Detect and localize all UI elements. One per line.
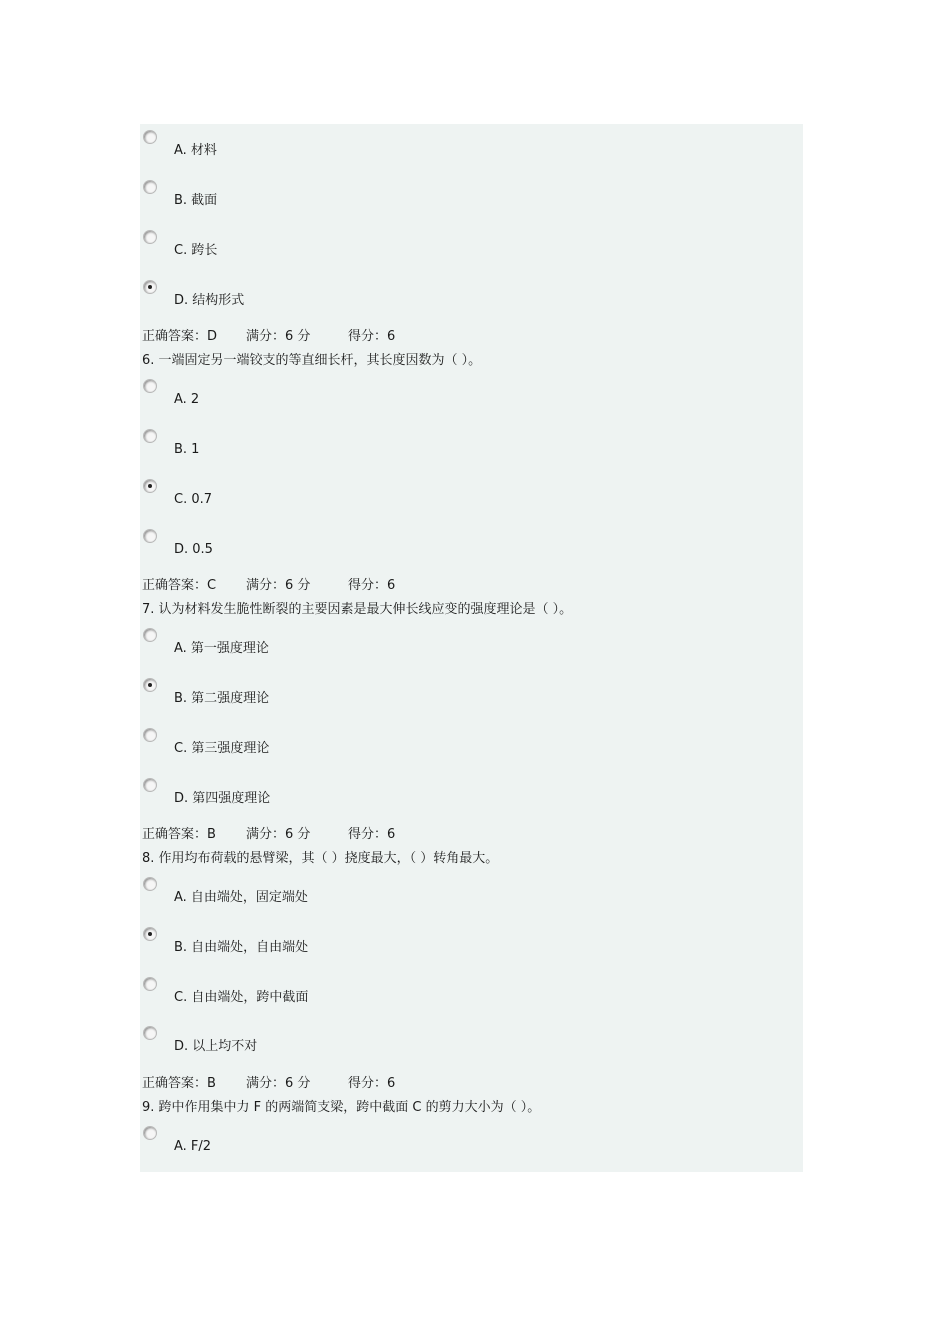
option-q5-a[interactable] <box>140 130 540 160</box>
result-line-q5 <box>142 329 395 345</box>
option-q5-c[interactable] <box>140 230 540 260</box>
question-stem-6: 6. 一端固定另一端铰支的等直细长杆，其长度因数为（ ）。 <box>142 353 482 368</box>
question-stem-7: 7. 认为材料发生脆性断裂的主要因素是最大伸长线应变的强度理论是（ ）。 <box>142 602 573 617</box>
radio-button[interactable] <box>143 529 157 543</box>
option-q5-b[interactable] <box>140 180 540 210</box>
correct-answer: 正确答案：C <box>142 578 217 593</box>
radio-button[interactable] <box>143 1026 157 1040</box>
radio-button[interactable] <box>143 877 157 891</box>
result-line-q6 <box>142 578 395 594</box>
radio-button[interactable] <box>143 728 157 742</box>
option-label: B. 1 <box>174 442 200 457</box>
correct-answer: 正确答案：D <box>142 329 218 344</box>
option-q7-d[interactable] <box>140 778 540 808</box>
option-label: C. 0.7 <box>174 492 213 507</box>
correct-answer: 正确答案：B <box>142 827 216 842</box>
option-q8-b[interactable] <box>140 927 540 957</box>
result-line-q7 <box>142 827 395 843</box>
option-label: A. 2 <box>174 392 200 407</box>
option-q7-a[interactable] <box>140 628 540 658</box>
full-score: 满分：6 分 <box>246 1076 311 1091</box>
option-label: D. 0.5 <box>174 542 213 557</box>
radio-button[interactable] <box>143 977 157 991</box>
option-q7-b[interactable] <box>140 678 540 708</box>
correct-answer: 正确答案：B <box>142 1076 216 1091</box>
option-label: C. 第三强度理论 <box>174 741 270 756</box>
option-label: A. 自由端处，固定端处 <box>174 890 308 905</box>
full-score: 满分：6 分 <box>246 578 311 593</box>
score: 得分：6 <box>348 1076 396 1091</box>
option-label: B. 截面 <box>174 193 218 208</box>
score: 得分：6 <box>348 827 396 842</box>
option-q9-a[interactable] <box>140 1126 540 1156</box>
option-label: C. 跨长 <box>174 243 218 258</box>
option-label: A. 材料 <box>174 143 217 158</box>
option-label: D. 以上均不对 <box>174 1039 258 1054</box>
radio-button[interactable] <box>143 429 157 443</box>
radio-button[interactable] <box>143 678 157 692</box>
radio-button[interactable] <box>143 927 157 941</box>
option-q6-c[interactable] <box>140 479 540 509</box>
full-score: 满分：6 分 <box>246 329 311 344</box>
option-q6-a[interactable] <box>140 379 540 409</box>
option-label: C. 自由端处，跨中截面 <box>174 990 309 1005</box>
option-q8-a[interactable] <box>140 877 540 907</box>
score: 得分：6 <box>348 578 396 593</box>
radio-button[interactable] <box>143 130 157 144</box>
option-label: B. 第二强度理论 <box>174 691 270 706</box>
radio-button[interactable] <box>143 778 157 792</box>
radio-button[interactable] <box>143 230 157 244</box>
option-q7-c[interactable] <box>140 728 540 758</box>
result-line-q8 <box>142 1076 395 1092</box>
option-q8-d[interactable] <box>140 1026 540 1056</box>
option-label: B. 自由端处，自由端处 <box>174 940 309 955</box>
option-q8-c[interactable] <box>140 977 540 1007</box>
radio-button[interactable] <box>143 180 157 194</box>
option-q5-d[interactable] <box>140 280 540 310</box>
score: 得分：6 <box>348 329 396 344</box>
option-label: A. F/2 <box>174 1139 212 1154</box>
radio-button[interactable] <box>143 628 157 642</box>
radio-button[interactable] <box>143 479 157 493</box>
option-label: D. 第四强度理论 <box>174 791 271 806</box>
radio-button[interactable] <box>143 379 157 393</box>
option-q6-b[interactable] <box>140 429 540 459</box>
question-stem-8: 8. 作用均布荷载的悬臂梁，其（ ）挠度最大，（ ）转角最大。 <box>142 851 499 866</box>
radio-button[interactable] <box>143 1126 157 1140</box>
option-label: D. 结构形式 <box>174 293 245 308</box>
radio-button[interactable] <box>143 280 157 294</box>
option-q6-d[interactable] <box>140 529 540 559</box>
question-stem-9: 9. 跨中作用集中力 F 的两端简支梁，跨中截面 C 的剪力大小为（ ）。 <box>142 1100 541 1115</box>
full-score: 满分：6 分 <box>246 827 311 842</box>
option-label: A. 第一强度理论 <box>174 641 269 656</box>
